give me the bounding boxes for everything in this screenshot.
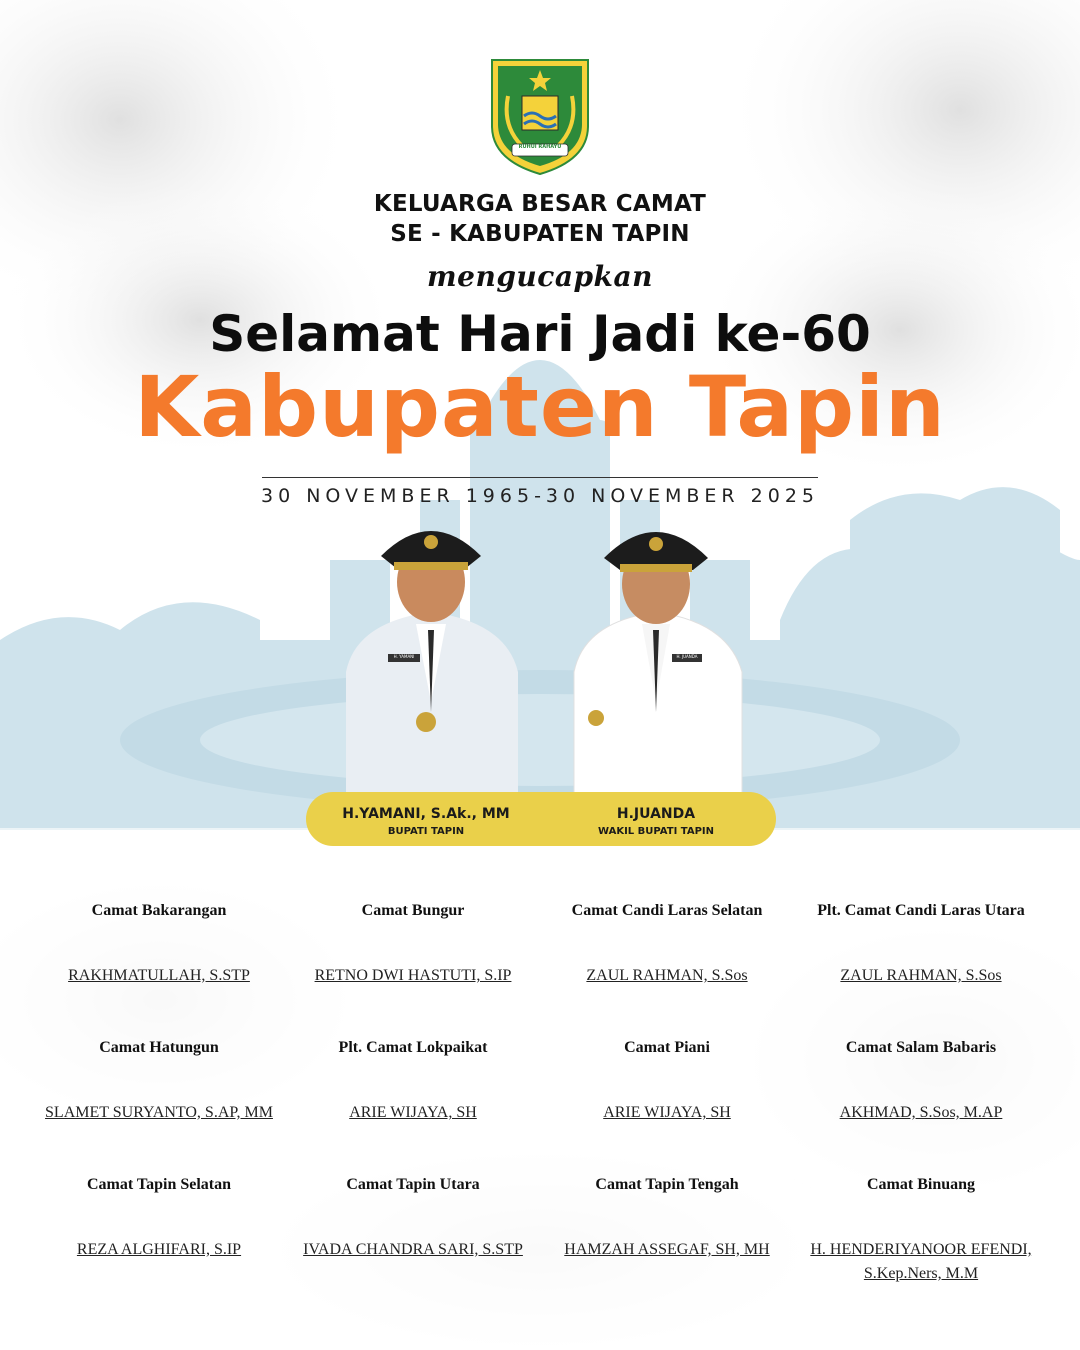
organization-line-2: SE - KABUPATEN TAPIN	[390, 221, 690, 247]
camat-title: Camat Binuang	[866, 1176, 976, 1193]
camat-title: Camat Salam Babaris	[845, 1039, 997, 1056]
camat-card	[32, 880, 286, 1017]
official-portrait-wakil-bupati	[568, 512, 748, 797]
camat-name: SLAMET SURYANTO, S.AP, MM	[45, 1104, 273, 1121]
official-tag-bupati: H. YAMANI	[393, 654, 415, 659]
bupati-name: H.YAMANI, S.Ak., MM	[342, 806, 510, 822]
greeting-heading: Selamat Hari Jadi ke-60	[209, 305, 871, 363]
camat-title: Camat Tapin Selatan	[86, 1176, 232, 1193]
camat-name: AKHMAD, S.Sos, M.AP	[839, 1104, 1003, 1121]
organization-line-1: KELUARGA BESAR CAMAT	[373, 191, 707, 217]
official-tag-wakil-bupati: H. JUANDA	[676, 654, 698, 659]
wakil-bupati-name: H.JUANDA	[616, 806, 696, 822]
camat-name: ARIE WIJAYA, SH	[349, 1104, 477, 1121]
main-title: Kabupaten Tapin	[134, 358, 946, 456]
camat-name: REZA ALGHIFARI, S.IP	[76, 1241, 242, 1258]
camat-card	[540, 1154, 794, 1291]
anniversary-dates: 30 NOVEMBER 1965-30 NOVEMBER 2025	[260, 485, 820, 507]
camat-name: ZAUL RAHMAN, S.Sos	[840, 967, 1002, 984]
camat-name: RETNO DWI HASTUTI, S.IP	[314, 967, 512, 984]
camat-title: Camat Hatungun	[99, 1039, 219, 1056]
camat-title: Camat Tapin Utara	[346, 1176, 480, 1193]
officials-nameplate	[306, 792, 776, 846]
script-greeting: mengucapkan	[427, 260, 653, 293]
emblem-motto: RUHUI RAHAYU	[518, 144, 562, 150]
camat-title: Camat Piani	[624, 1039, 710, 1056]
camat-name: IVADA CHANDRA SARI, S.STP	[303, 1241, 523, 1258]
camat-card	[794, 1017, 1048, 1154]
camat-title: Camat Tapin Tengah	[595, 1176, 739, 1193]
camat-card	[286, 1017, 540, 1154]
kabupaten-emblem-icon	[488, 56, 592, 176]
camat-title: Camat Candi Laras Selatan	[571, 902, 763, 919]
wakil-bupati-role: WAKIL BUPATI TAPIN	[598, 826, 714, 837]
official-portrait-bupati	[336, 512, 526, 797]
camat-title: Plt. Camat Lokpaikat	[338, 1039, 488, 1056]
camat-card	[286, 880, 540, 1017]
divider	[262, 477, 818, 478]
camat-card	[794, 880, 1048, 1017]
camat-name: ARIE WIJAYA, SH	[603, 1104, 731, 1121]
camat-card	[794, 1154, 1048, 1291]
bupati-role: BUPATI TAPIN	[387, 826, 465, 837]
camat-name: HAMZAH ASSEGAF, SH, MH	[564, 1241, 770, 1258]
camat-grid	[32, 880, 1048, 1291]
camat-card	[32, 1017, 286, 1154]
camat-card	[32, 1154, 286, 1291]
camat-title: Camat Bakarangan	[91, 902, 227, 919]
camat-title: Camat Bungur	[361, 902, 465, 919]
camat-title: Plt. Camat Candi Laras Utara	[817, 902, 1025, 919]
camat-name: ZAUL RAHMAN, S.Sos	[586, 967, 748, 984]
camat-name: H. HENDERIYANOOR EFENDI, S.Kep.Ners, M.M	[810, 1241, 1032, 1282]
camat-name: RAKHMATULLAH, S.STP	[68, 967, 250, 984]
camat-card	[540, 880, 794, 1017]
camat-card	[286, 1154, 540, 1291]
camat-card	[540, 1017, 794, 1154]
